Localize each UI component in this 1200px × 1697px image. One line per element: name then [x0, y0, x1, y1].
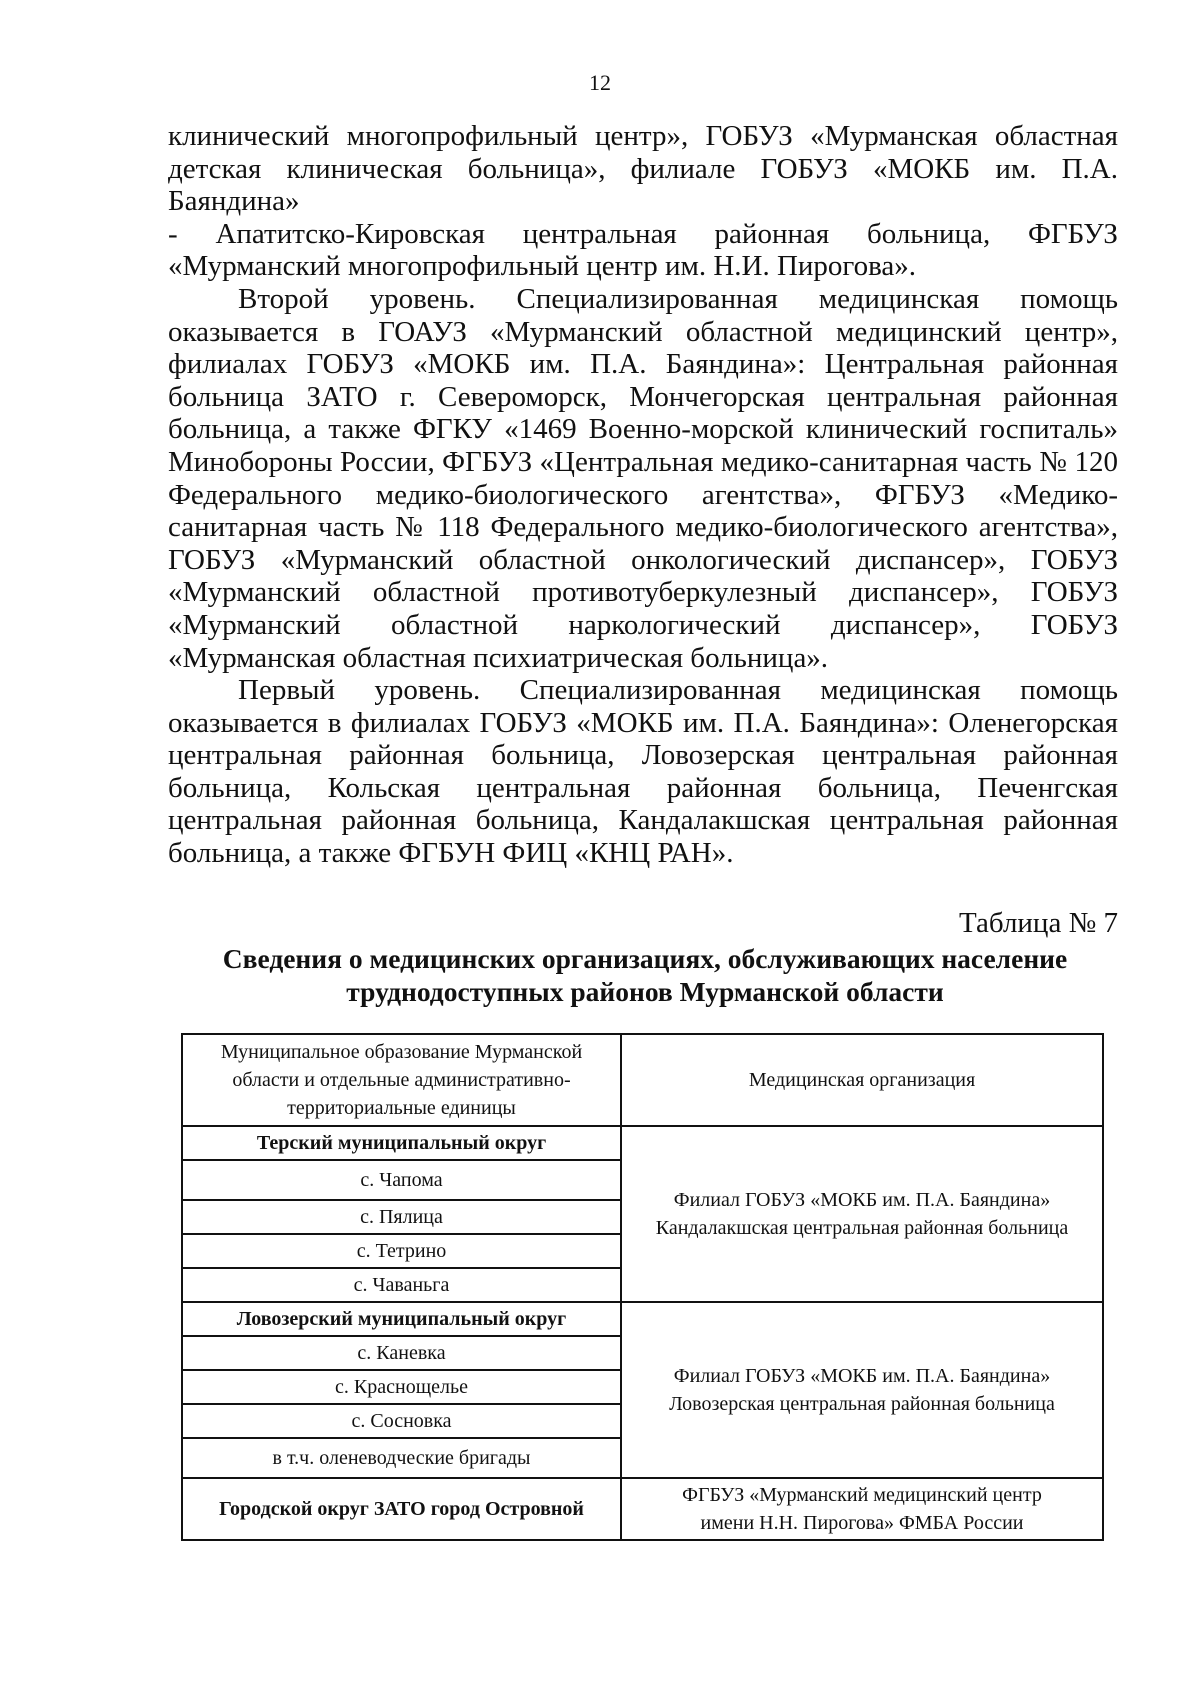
organizations-table	[181, 1033, 1104, 1541]
organization-line: Кандалакшская центральная районная больница	[655, 1217, 1069, 1239]
settlement-cell: в т.ч. оленеводческие бригады	[182, 1438, 621, 1478]
header-organization: Медицинская организация	[621, 1034, 1103, 1126]
table-header-row	[182, 1034, 1103, 1126]
table-label: Таблица № 7	[959, 907, 1118, 939]
organization-line: ФГБУЗ «Мурманский медицинский центр	[682, 1484, 1042, 1506]
word: ФГБУЗ	[1027, 217, 1118, 250]
word: центральная	[522, 217, 677, 250]
paragraph-second-level: Второй уровень. Специализированная медицинская помощь оказывается в ГОАУЗ «Мурманский областной медицинский центр», филиалах ГОБУЗ «МОКБ им. П.А. Баяндина»: Центральная районная больница ЗАТО г. Североморск, Мончегорская центральная районная больница, а также ФГКУ «1469 Военно-морской клинический госпиталь» Минобороны России, ФГБУЗ «Центральная медико-санитарная часть № 120 Федерального медико-биологического агентства», ФГБУЗ «Медико-санитарная часть № 118 Федерального медико-биологического агентства», ГОБУЗ «Мурманский областной онкологический диспансер», ГОБУЗ «Мурманский областной противотуберкулезный диспансер», ГОБУЗ «Мурманский областной наркологический диспансер», ГОБУЗ «Мурманская областная психиатрическая больница».	[168, 282, 1118, 674]
paragraph-1-part-a: клинический многопрофильный центр», ГОБУЗ «Мурманская областная детская клиническая больница», филиале ГОБУЗ «МОКБ им. П.А. Баяндина»	[168, 120, 1118, 218]
table-row	[182, 1126, 1103, 1160]
table-title: Сведения о медицинских организациях, обслуживающих население труднодоступных районов Мурманской области	[222, 943, 1068, 1007]
district-cell: Ловозерский муниципальный округ	[182, 1302, 621, 1336]
settlement-cell: с. Чаваньга	[182, 1268, 621, 1302]
organization-line: Филиал ГОБУЗ «МОКБ им. П.А. Баяндина»	[673, 1189, 1051, 1211]
settlement-cell: с. Сосновка	[182, 1404, 621, 1438]
organization-line: Ловозерская центральная районная больница	[669, 1393, 1055, 1415]
word: больница,	[866, 217, 991, 250]
paragraph-1-part-c: «Мурманский многопрофильный центр им. Н.И. Пирогова».	[168, 250, 917, 283]
word: Апатитско-Кировская	[215, 217, 486, 250]
organization-cell	[621, 1478, 1103, 1540]
district-cell: Терский муниципальный округ	[182, 1126, 621, 1160]
word: районная	[714, 217, 830, 250]
settlement-cell: с. Тетрино	[182, 1234, 621, 1268]
organization-cell	[621, 1126, 1103, 1302]
table-row	[182, 1478, 1103, 1540]
settlement-cell: с. Чапома	[182, 1160, 621, 1200]
page-number: 12	[589, 70, 611, 95]
settlement-cell: с. Пялица	[182, 1200, 621, 1234]
header-municipality: Муниципальное образование Мурманской области и отдельные административно-территориальные единицы	[182, 1034, 621, 1126]
body-text	[168, 120, 1118, 870]
table-row	[182, 1302, 1103, 1336]
district-cell: Городской округ ЗАТО город Островной	[182, 1478, 621, 1540]
organization-cell	[621, 1302, 1103, 1478]
settlement-cell: с. Краснощелье	[182, 1370, 621, 1404]
dash: -	[168, 217, 178, 250]
organization-line: Филиал ГОБУЗ «МОКБ им. П.А. Баяндина»	[673, 1365, 1051, 1387]
paragraph-first-level: Первый уровень. Специализированная медицинская помощь оказывается в филиалах ГОБУЗ «МОКБ им. П.А. Баяндина»: Оленегорская центральная районная больница, Ловозерская центральная районная больница, Кольская центральная районная больница, Печенгская центральная районная больница, Кандалакшская центральная районная больница, а также ФГБУН ФИЦ «КНЦ РАН».	[168, 674, 1118, 870]
paragraph-1-dash-line	[168, 218, 1118, 251]
settlement-cell: с. Каневка	[182, 1336, 621, 1370]
organization-line: имени Н.Н. Пирогова» ФМБА России	[700, 1512, 1024, 1534]
